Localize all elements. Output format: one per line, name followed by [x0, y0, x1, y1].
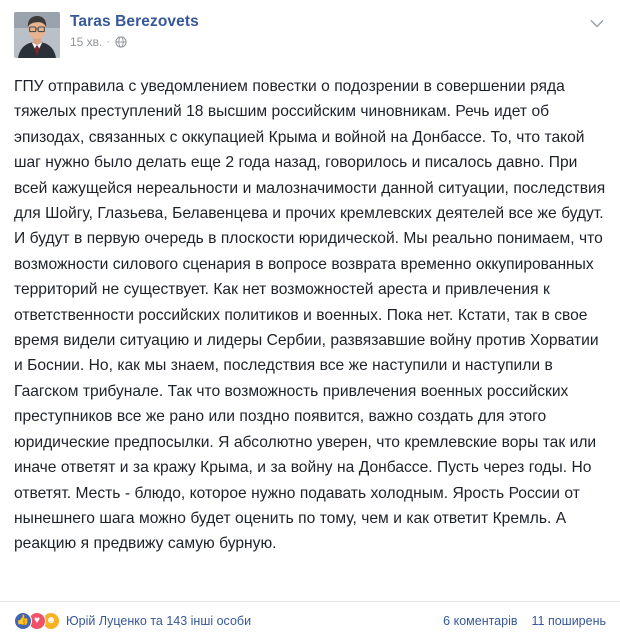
- post-meta: [70, 35, 199, 49]
- post-header-text: [70, 12, 199, 49]
- meta-separator: ·: [106, 36, 111, 48]
- avatar-photo: [14, 12, 60, 58]
- haha-reaction-icon[interactable]: ☻: [42, 612, 60, 630]
- globe-icon[interactable]: [114, 36, 127, 49]
- chevron-down-icon[interactable]: [588, 16, 606, 30]
- love-reaction-icon[interactable]: ♥: [28, 612, 46, 630]
- like-reaction-icon[interactable]: 👍: [14, 612, 32, 630]
- footer-right: [443, 614, 606, 628]
- post-footer: [0, 601, 620, 639]
- post-text: ГПУ отправила с уведомлением повестки о подозрении в совершении ряда тяжелых преступлений 18 высшим российским чиновникам. Речь идет об эпизодах, связанных с оккупацией Крыма и войной на Донбассе. То, что такой шаг нужно было делать еще 2 года назад, говорилось и писалось давно. При всей кажущейся нереальности и малозначимости данной ситуации, последствия для Шойгу, Глазьева, Белавенцева и прочих кремлевских деятелей все же будут. И будут в первую очередь в плоскости юридической. Мы реально понимаем, что возможности силового сценария в вопросе возврата временно оккупированных территорий не существует. Как нет возможностей ареста и привлечения к ответственности российских политиков и военных. Пока нет. Кстати, так в свое время видели ситуацию и лидеры Сербии, развязавшие войну против Хорватии и Боснии. Но, как мы знаем, последствия все же наступили и наступили в Гаагском трибунале. Так что возможность привлечения военных российских преступников все же рано или поздно появится, важно создать для этого юридические предпосылки. Я абсолютно уверен, что кремлевские воры так или иначе ответят и за кражу Крыма, и за войну на Донбассе. Пусть через годы. Но ответят. Месть - блюдо, которое нужно подавать холодным. Ярость России от нынешнего шага можно будет оценить по тому, чем и как ответит Кремль. А реакцию я предвижу самую бурную.: [14, 78, 606, 553]
- post-header: [0, 0, 620, 64]
- reaction-icons[interactable]: [14, 612, 60, 630]
- avatar[interactable]: [14, 12, 60, 58]
- author-name[interactable]: Taras Berezovets: [70, 13, 199, 30]
- footer-left: [14, 612, 251, 630]
- likers-summary[interactable]: Юрій Луценко та 143 інші особи: [66, 613, 252, 628]
- post-timestamp[interactable]: 15 хв.: [70, 35, 103, 49]
- comments-count[interactable]: 6 коментарів: [443, 613, 518, 628]
- shares-count[interactable]: 11 поширень: [531, 613, 606, 628]
